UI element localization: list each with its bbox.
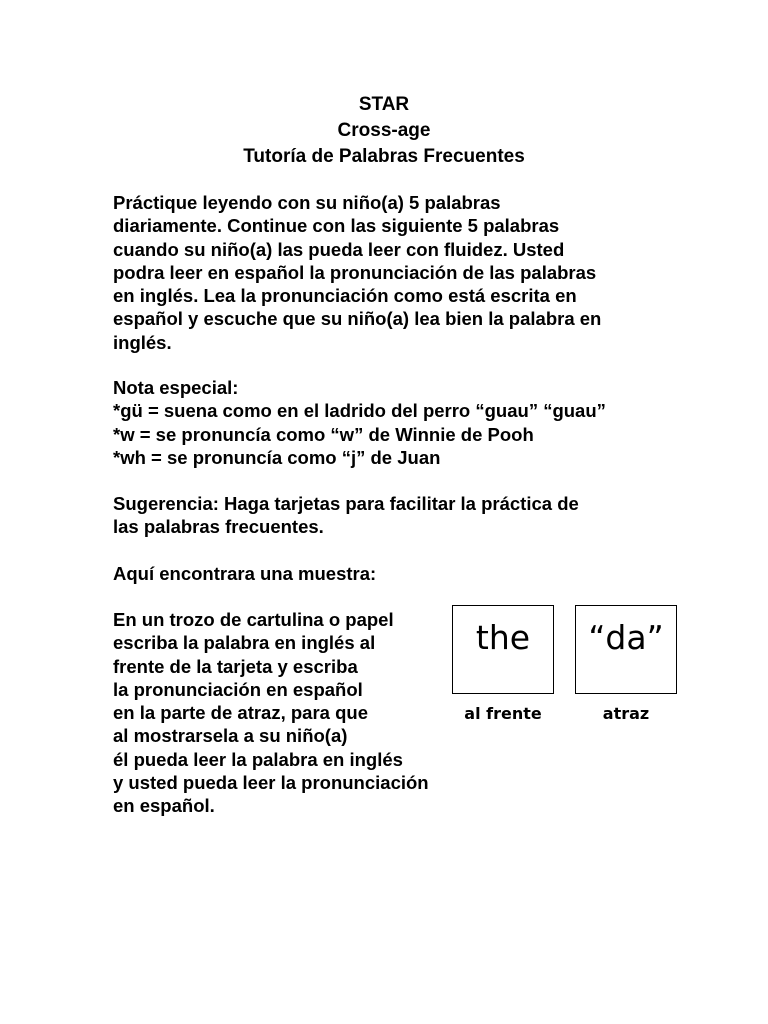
note-heading: Nota especial: <box>113 377 239 398</box>
instruction-line: en la parte de atraz, para que <box>113 702 368 724</box>
instruction-line: él pueda leer la palabra en inglés <box>113 748 403 770</box>
instruction-line: la pronunciación en español <box>113 678 363 700</box>
title-line-tutoria: Tutoría de Palabras Frecuentes <box>243 146 525 167</box>
title-line-cross-age: Cross-age <box>337 120 431 141</box>
sample-line: Aquí encontrara una muestra: <box>113 563 377 584</box>
instruction-line: al mostrarsela a su niño(a) <box>113 725 348 747</box>
intro-line: diariamente. Continue con las siguiente 5 palabras <box>113 215 560 237</box>
flashcard-back-word: “da” <box>588 618 664 657</box>
instruction-line: frente de la tarjeta y escriba <box>113 655 358 677</box>
intro-line: español y escuche que su niño(a) lea bien la palabra en <box>113 308 602 330</box>
suggestion-line: las palabras frecuentes. <box>113 516 324 538</box>
intro-paragraph <box>113 191 601 354</box>
note-line: *w = se pronuncía como “w” de Winnie de Pooh <box>113 423 534 445</box>
intro-line: inglés. <box>113 331 172 353</box>
intro-line: podra leer en español la pronunciación de las palabras <box>113 261 597 283</box>
instruction-line: En un trozo de cartulina o papel <box>113 609 394 630</box>
special-note <box>113 376 606 469</box>
intro-line: en inglés. Lea la pronunciación como está escrita en <box>113 285 577 307</box>
instruction-line: en español. <box>113 795 215 817</box>
flashcard-front <box>452 605 554 694</box>
instructions-paragraph <box>113 608 429 818</box>
document-title <box>0 92 768 170</box>
flashcard-back <box>575 605 677 694</box>
sample-heading <box>113 562 376 585</box>
instruction-line: y usted pueda leer la pronunciación <box>113 772 429 794</box>
flashcard-front-caption: al frente <box>464 704 542 723</box>
suggestion-line: Sugerencia: Haga tarjetas para facilitar la práctica de <box>113 493 579 514</box>
note-line: *wh = se pronuncía como “j” de Juan <box>113 446 441 468</box>
intro-line: cuando su niño(a) las pueda leer con fluidez. Usted <box>113 238 565 260</box>
flashcard-front-word: the <box>475 618 531 657</box>
flashcard-back-caption: atraz <box>602 704 650 723</box>
suggestion-paragraph <box>113 492 579 539</box>
note-line: *gü = suena como en el ladrido del perro “guau” “guau” <box>113 400 606 422</box>
title-line-star: STAR <box>358 94 410 115</box>
intro-line: Práctique leyendo con su niño(a) 5 palabras <box>113 192 501 213</box>
instruction-line: escriba la palabra en inglés al <box>113 632 376 654</box>
